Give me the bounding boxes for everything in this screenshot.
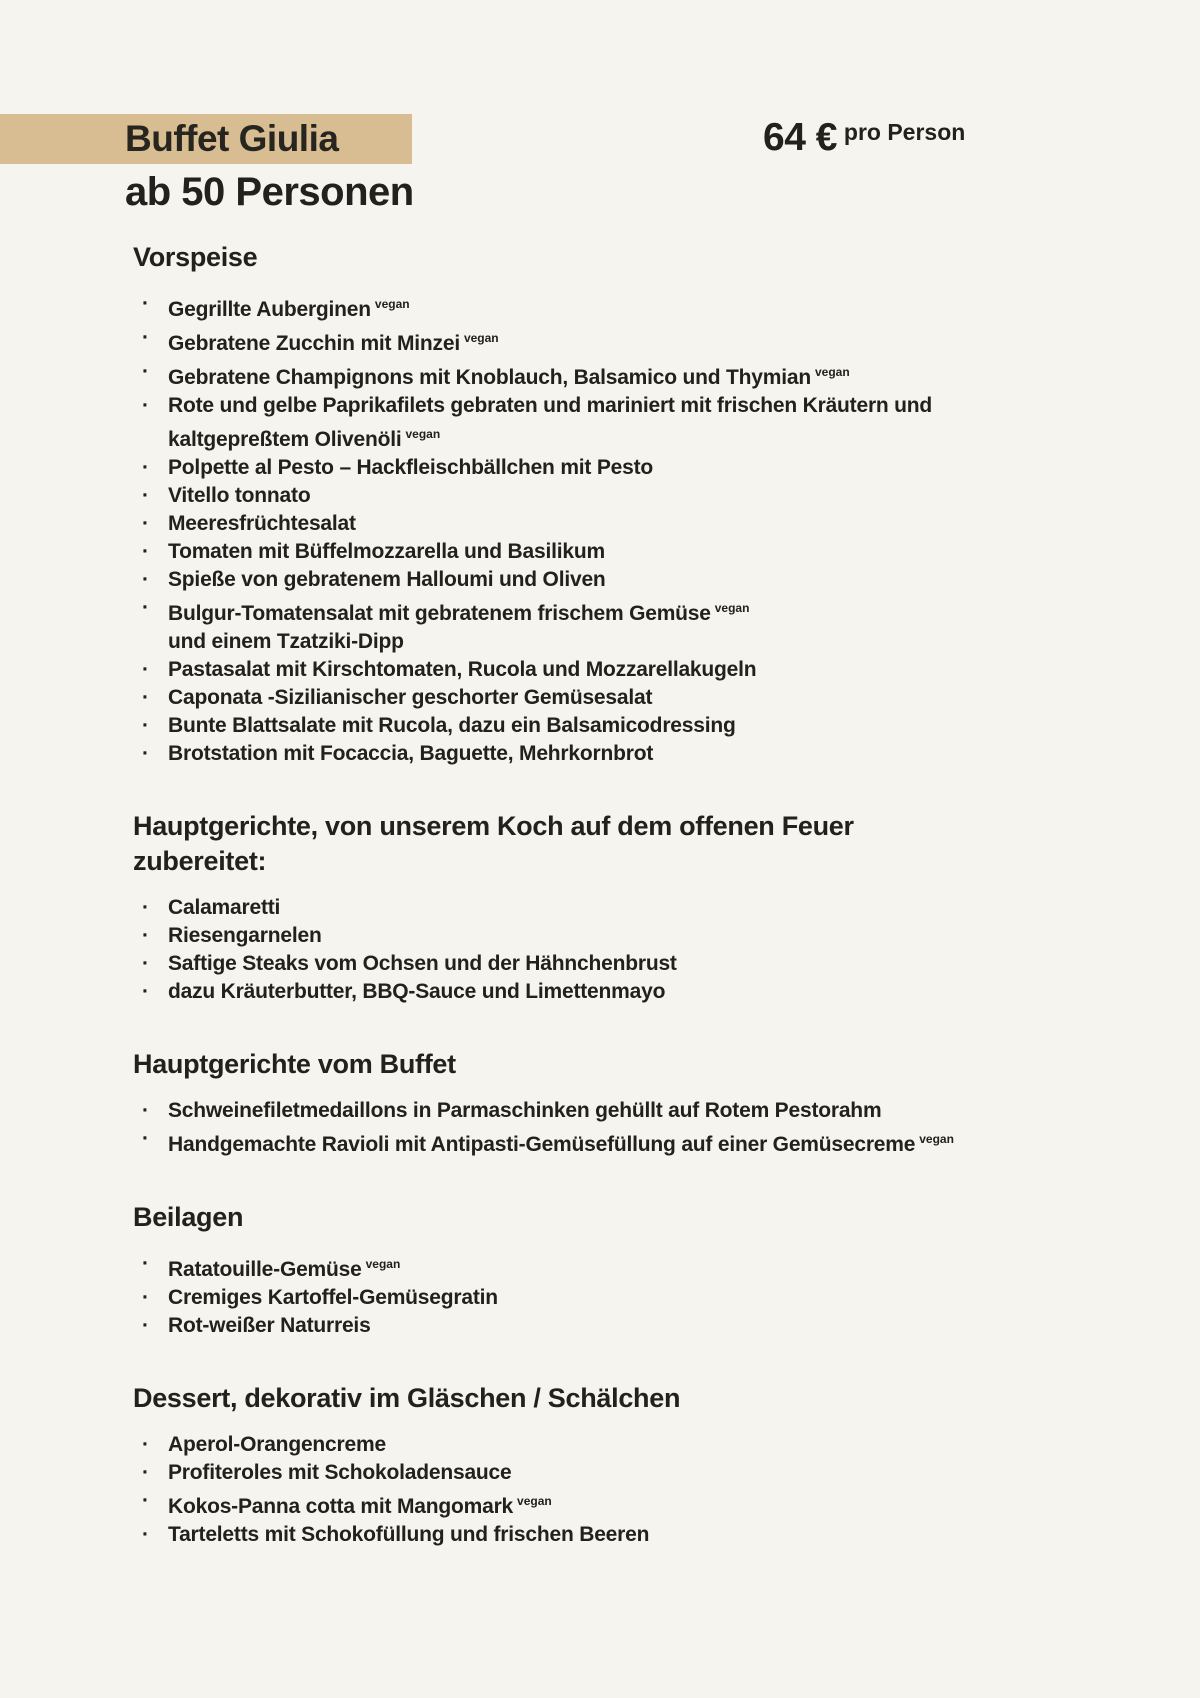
bullet-icon: · — [142, 714, 149, 737]
item-text — [168, 950, 677, 978]
vegan-badge: vegan — [405, 427, 441, 441]
title-band — [0, 114, 412, 164]
menu-item — [133, 922, 1063, 950]
vegan-badge: vegan — [714, 601, 750, 615]
item-text — [168, 1431, 386, 1459]
vegan-badge: vegan — [463, 331, 499, 345]
menu-item — [133, 684, 1063, 712]
vegan-badge: vegan — [365, 1257, 401, 1271]
bullet-icon: · — [142, 360, 149, 383]
item-list — [133, 290, 1063, 768]
bullet-icon: · — [142, 686, 149, 709]
item-text — [168, 712, 736, 740]
bullet-icon: · — [142, 292, 149, 315]
section-heading-line: zubereitet: — [133, 846, 267, 876]
section-heading — [133, 240, 1063, 275]
section-heading — [133, 1381, 1063, 1416]
item-text-line: Gebratene Zucchin mit Minzei $^{vegan}$ — [168, 331, 499, 355]
bullet-icon: · — [142, 980, 149, 1003]
item-text-line: Cremiges Kartoffel-Gemüsegratin — [168, 1286, 498, 1309]
item-text-line: und einem Tzatziki-Dipp — [168, 630, 404, 653]
menu-item — [133, 1284, 1063, 1312]
item-text-line: Polpette al Pesto – Hackfleischbällchen mit Pesto — [168, 456, 654, 479]
item-text-line: Caponata -Sizilianischer geschorter Gemüsesalat — [168, 686, 653, 709]
menu-item — [133, 978, 1063, 1006]
vegan-badge: vegan — [815, 365, 850, 379]
bullet-icon: · — [142, 1433, 149, 1456]
menu-item — [133, 712, 1063, 740]
bullet-icon: · — [142, 540, 149, 563]
item-text — [168, 324, 499, 358]
item-list — [133, 1431, 1063, 1549]
item-text — [168, 1487, 552, 1521]
item-text-line: Bulgur-Tomatensalat mit gebratenem frischem Gemüse $^{vegan}$ — [168, 601, 750, 625]
bullet-icon: · — [142, 1523, 149, 1546]
menu-item — [133, 454, 1063, 482]
bullet-icon: · — [142, 394, 149, 417]
item-text-line: dazu Kräuterbutter, BBQ-Sauce und Limettenmayo — [168, 980, 666, 1003]
item-text — [168, 1125, 954, 1159]
section-heading-line: Hauptgerichte vom Buffet — [133, 1049, 456, 1079]
menu-item — [133, 656, 1063, 684]
bullet-icon: · — [142, 1099, 149, 1122]
vegan-badge: vegan — [374, 297, 410, 311]
item-text — [168, 1521, 649, 1549]
item-text-line: Handgemachte Ravioli mit Antipasti-Gemüsefüllung auf einer Gemüsecreme $^{vegan}$ — [168, 1132, 954, 1156]
item-text — [168, 538, 605, 566]
item-text-line: Vitello tonnato — [168, 484, 311, 507]
item-text — [168, 566, 606, 594]
item-text-line: Gegrillte Auberginen $^{vegan}$ — [168, 297, 410, 321]
item-text — [168, 392, 932, 454]
item-text-line: Tomaten mit Büffelmozzarella und Basilikum — [168, 540, 605, 563]
menu-item — [133, 358, 1063, 392]
vegan-badge: vegan — [919, 1132, 954, 1146]
section-heading-line: Beilagen — [133, 1202, 244, 1232]
item-text — [168, 656, 756, 684]
item-text-line: Aperol-Orangencreme — [168, 1433, 386, 1456]
item-text — [168, 482, 310, 510]
menu-sections — [133, 240, 1063, 1590]
menu-item — [133, 538, 1063, 566]
page-title: Buffet Giulia — [125, 118, 339, 159]
bullet-icon: · — [142, 924, 149, 947]
item-list — [133, 1097, 1063, 1159]
section-heading-line: Hauptgerichte, von unserem Koch auf dem offenen Feuer — [133, 811, 854, 841]
item-text — [168, 290, 410, 324]
bullet-icon: · — [142, 568, 149, 591]
item-text-line: Bunte Blattsalate mit Rucola, dazu ein Balsamicodressing — [168, 714, 736, 737]
item-text-line: Meeresfrüchtesalat — [168, 512, 356, 535]
menu-item — [133, 1459, 1063, 1487]
item-text — [168, 1459, 512, 1487]
item-text-line: Ratatouille-Gemüse $^{vegan}$ — [168, 1257, 401, 1281]
item-text-line: Schweinefiletmedaillons in Parmaschinken gehüllt auf Rotem Pestorahm — [168, 1099, 882, 1122]
item-text — [168, 1284, 498, 1312]
menu-item — [133, 1097, 1063, 1125]
menu-item — [133, 1487, 1063, 1521]
bullet-icon: · — [142, 1489, 149, 1512]
menu-item — [133, 1125, 1063, 1159]
bullet-icon: · — [142, 742, 149, 765]
item-text-line: Brotstation mit Focaccia, Baguette, Mehrkornbrot — [168, 742, 654, 765]
menu-item — [133, 950, 1063, 978]
menu-item — [133, 510, 1063, 538]
bullet-icon: · — [142, 596, 149, 619]
vegan-badge: vegan — [517, 1494, 552, 1508]
bullet-icon: · — [142, 1286, 149, 1309]
item-text — [168, 922, 322, 950]
item-text — [168, 1250, 400, 1284]
item-text-line: Rot-weißer Naturreis — [168, 1314, 371, 1337]
price-block — [763, 116, 965, 160]
item-text — [168, 1312, 371, 1340]
item-text — [168, 454, 653, 482]
menu-item — [133, 392, 1063, 454]
menu-item — [133, 1312, 1063, 1340]
menu-item — [133, 594, 1063, 656]
section-heading — [133, 1047, 1063, 1082]
section-heading-line: Vorspeise — [133, 242, 258, 272]
item-text-line: Calamaretti — [168, 896, 281, 919]
menu-item — [133, 1431, 1063, 1459]
menu-section — [133, 240, 1063, 768]
menu-item — [133, 894, 1063, 922]
item-text-line: Saftige Steaks vom Ochsen und der Hähnchenbrust — [168, 952, 677, 975]
item-text — [168, 684, 652, 712]
menu-item — [133, 1250, 1063, 1284]
menu-item — [133, 290, 1063, 324]
section-heading — [133, 1200, 1063, 1235]
menu-section — [133, 809, 1063, 1006]
item-text-line: kaltgepreßtem Olivenöli $^{vegan}$ — [168, 427, 441, 451]
item-text — [168, 894, 280, 922]
item-text — [168, 1097, 881, 1125]
item-text — [168, 510, 356, 538]
menu-item — [133, 1521, 1063, 1549]
bullet-icon: · — [142, 896, 149, 919]
item-text-line: Profiteroles mit Schokoladensauce — [168, 1461, 512, 1484]
price-value: 64 € — [763, 116, 837, 159]
menu-item — [133, 566, 1063, 594]
page-subtitle: ab 50 Personen — [125, 170, 414, 214]
bullet-icon: · — [142, 1127, 149, 1150]
item-text-line: Kokos-Panna cotta mit Mangomark $^{vegan}$ — [168, 1494, 552, 1518]
item-text-line: Spieße von gebratenem Halloumi und Oliven — [168, 568, 606, 591]
item-text-line: Rote und gelbe Paprikafilets gebraten und mariniert mit frischen Kräutern und — [168, 394, 933, 417]
item-list — [133, 1250, 1063, 1340]
price-unit: pro Person — [843, 119, 966, 145]
menu-item — [133, 482, 1063, 510]
bullet-icon: · — [142, 512, 149, 535]
item-text-line: Pastasalat mit Kirschtomaten, Rucola und Mozzarellakugeln — [168, 658, 757, 681]
section-heading-line: Dessert, dekorativ im Gläschen / Schälchen — [133, 1383, 681, 1413]
menu-section — [133, 1047, 1063, 1159]
bullet-icon: · — [142, 658, 149, 681]
bullet-icon: · — [142, 1314, 149, 1337]
item-text — [168, 740, 653, 768]
menu-item — [133, 324, 1063, 358]
item-list — [133, 894, 1063, 1006]
item-text — [168, 358, 850, 392]
item-text-line: Riesengarnelen — [168, 924, 322, 947]
item-text-line: Gebratene Champignons mit Knoblauch, Balsamico und Thymian $^{vegan}$ — [168, 365, 850, 389]
item-text — [168, 594, 749, 656]
item-text — [168, 978, 665, 1006]
item-text-line: Tarteletts mit Schokofüllung und frischen Beeren — [168, 1523, 650, 1546]
bullet-icon: · — [142, 1252, 149, 1275]
menu-section — [133, 1200, 1063, 1340]
section-heading — [133, 809, 1063, 879]
menu-section — [133, 1381, 1063, 1549]
bullet-icon: · — [142, 484, 149, 507]
bullet-icon: · — [142, 1461, 149, 1484]
bullet-icon: · — [142, 326, 149, 349]
bullet-icon: · — [142, 456, 149, 479]
menu-item — [133, 740, 1063, 768]
bullet-icon: · — [142, 952, 149, 975]
